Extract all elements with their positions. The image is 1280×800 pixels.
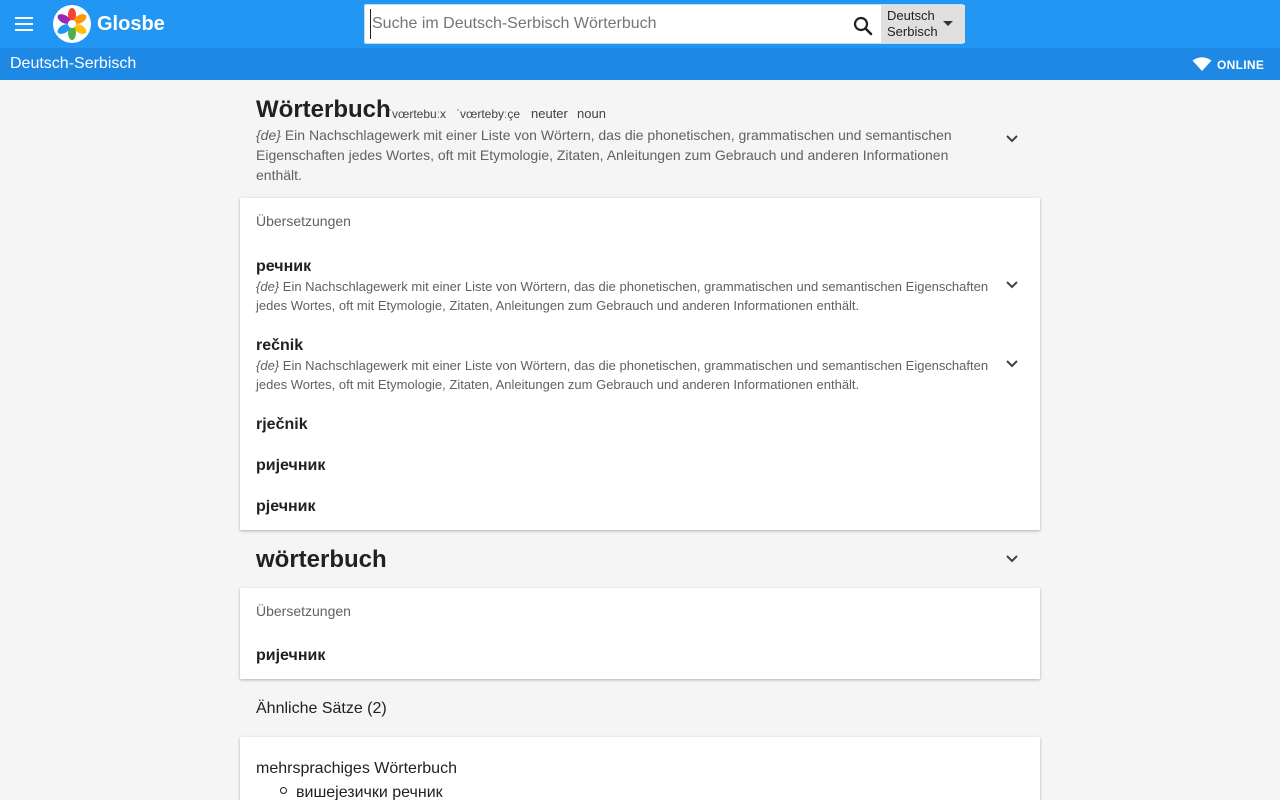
pronunciation: ˈvœrtebyːçe — [456, 107, 521, 121]
chevron-down-icon[interactable] — [1000, 272, 1024, 296]
translation-definition — [256, 356, 996, 394]
entry-definition — [256, 125, 976, 185]
menu-icon[interactable] — [12, 12, 36, 36]
translation-word[interactable]: ријечник — [256, 647, 326, 664]
glosbe-logo-icon[interactable] — [53, 5, 91, 43]
translation-word[interactable]: рјечник — [256, 498, 316, 515]
language-pair-select[interactable] — [881, 5, 965, 43]
similar-phrases-heading: Ähnliche Sätze (2) — [256, 700, 387, 717]
translation-word[interactable]: rječnik — [256, 416, 308, 433]
language-from: Deutsch — [887, 8, 935, 23]
definition-text: Ein Nachschlagewerk mit einer Liste von Wörtern, das die phonetischen, grammatischen und semantischen Eigenschaften jedes Wortes, oft mit Etymologie, Zitaten, Anleitungen zum Gebrauch und anderen Informationen enthält. — [256, 358, 989, 392]
definition-text: Ein Nachschlagewerk mit einer Liste von Wörtern, das die phonetischen, grammatischen und semantischen Eigenschaften jedes Wortes, oft mit Etymologie, Zitaten, Anleitungen zum Gebrauch und anderen Informationen enthält. — [256, 127, 952, 183]
translation-definition — [256, 277, 996, 315]
translations-heading: Übersetzungen — [256, 213, 351, 229]
dropdown-arrow-icon — [943, 21, 953, 26]
chevron-down-icon[interactable] — [1000, 546, 1024, 570]
bullet-icon — [280, 787, 287, 794]
gender-tag: neuter — [531, 106, 568, 121]
top-app-bar — [0, 0, 1280, 48]
dictionary-title[interactable]: Deutsch-Serbisch — [10, 55, 137, 72]
search-box — [364, 4, 964, 44]
translations-heading: Übersetzungen — [256, 603, 351, 619]
chevron-down-icon[interactable] — [1000, 126, 1024, 150]
definition-text: Ein Nachschlagewerk mit einer Liste von Wörtern, das die phonetischen, grammatischen und semantischen Eigenschaften jedes Wortes, oft mit Etymologie, Zitaten, Anleitungen zum Gebrauch und anderen Informationen enthält. — [256, 279, 989, 313]
translation-word[interactable]: ријечник — [256, 457, 326, 474]
example-card — [240, 737, 1040, 800]
translation-word[interactable]: rečnik — [256, 337, 304, 354]
translation-word[interactable]: речник — [256, 258, 312, 275]
pronunciation: ˈvœrtebuːx — [388, 107, 447, 121]
part-of-speech-tag: noun — [577, 106, 606, 121]
search-input[interactable] — [370, 9, 840, 39]
translations-card — [240, 198, 1040, 530]
entry-word: wörterbuch — [256, 546, 387, 573]
definition-language: {de} — [256, 358, 280, 373]
search-icon[interactable] — [851, 14, 875, 38]
example-source[interactable]: mehrsprachiges Wörterbuch — [256, 760, 457, 777]
definition-language: {de} — [256, 127, 281, 143]
language-to: Serbisch — [887, 24, 938, 39]
dictionary-bar — [0, 48, 1280, 80]
app-name[interactable]: Glosbe — [97, 13, 165, 35]
wifi-icon — [1192, 56, 1212, 72]
example-translation[interactable]: вишејезички речник — [296, 784, 443, 800]
entry-word: Wörterbuch — [256, 96, 391, 123]
translations-card — [240, 588, 1040, 679]
online-label: ONLINE — [1217, 58, 1265, 72]
definition-language: {de} — [256, 279, 280, 294]
chevron-down-icon[interactable] — [1000, 351, 1024, 375]
